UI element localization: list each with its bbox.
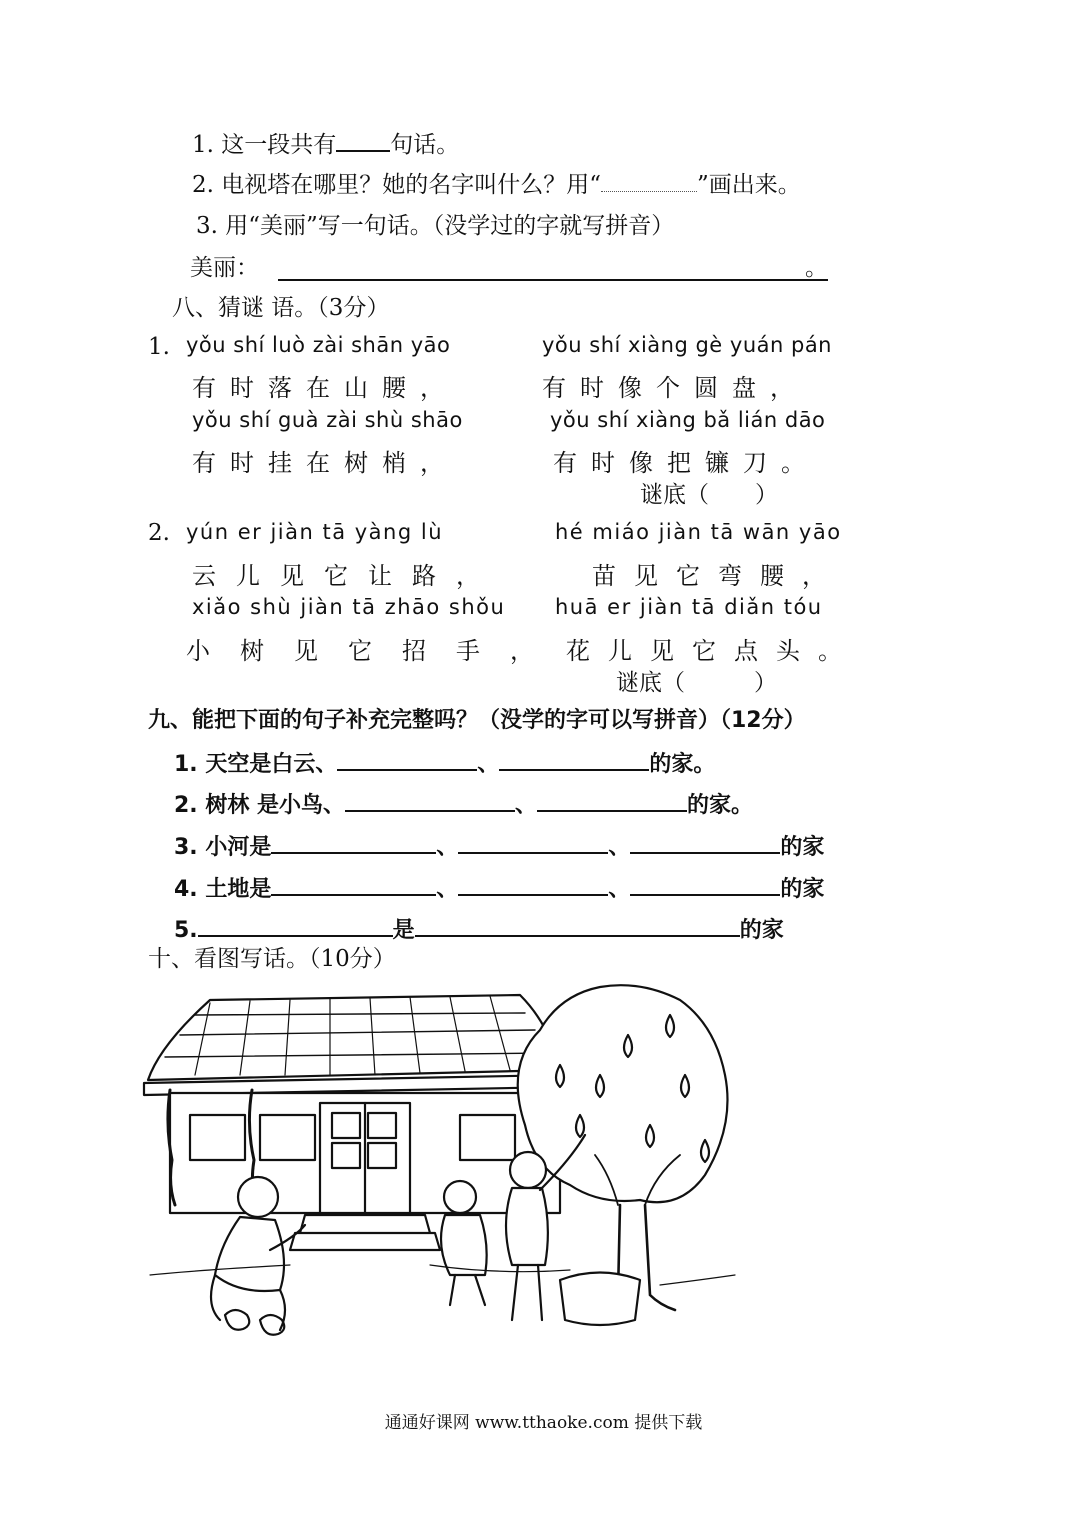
q9-l5-blank2[interactable] xyxy=(415,913,740,937)
q8-title: 八、猜谜 语。（3分） xyxy=(172,295,390,321)
q9-line4: 4. 土地是 、 、 的家 xyxy=(174,872,824,905)
page-footer: 通通好课网 www.tthaoke.com 提供下载 xyxy=(384,1413,703,1433)
q8-r2-hanzi3: 小树见它招手， xyxy=(186,637,564,665)
q8-r1-pinyin2: yǒu shí xiàng gè yuán pán xyxy=(542,333,832,357)
q8-r2-pinyin4: huā er jiàn tā diǎn tóu xyxy=(555,595,823,619)
q8-r2-pinyin2: hé miáo jiàn tā wān yāo xyxy=(555,520,842,544)
q9-l1-blank2[interactable] xyxy=(499,747,649,771)
q8-r2-num: 2. xyxy=(148,520,170,546)
q9-l4-blank3[interactable] xyxy=(630,872,780,896)
q9-l3-blank3[interactable] xyxy=(630,830,780,854)
q7-meili-line[interactable] xyxy=(278,279,828,281)
q9-line5: 5. 是 的家 xyxy=(174,913,784,946)
q7-meili-label: 美丽： xyxy=(190,255,259,281)
q8-r1-pinyin4: yǒu shí xiàng bǎ lián dāo xyxy=(550,408,826,432)
q8-r2-pinyin3: xiǎo shù jiàn tā zhāo shǒu xyxy=(192,595,506,619)
q8-r1-hanzi1: 有时落在山腰， xyxy=(192,374,458,402)
q9-l1-blank1[interactable] xyxy=(337,747,477,771)
house-scene-illustration xyxy=(140,975,740,1370)
q8-r1-pinyin3: yǒu shí guà zài shù shāo xyxy=(192,408,463,432)
q8-r2-pinyin1: yún er jiàn tā yàng lù xyxy=(186,520,444,544)
q9-l2-blank1[interactable] xyxy=(345,788,515,812)
q9-l5-blank1[interactable] xyxy=(198,913,393,937)
q7-item1: 1. 这一段共有 句话。 xyxy=(192,128,459,160)
q9-line2: 2. 树林 是小鸟、 、 的家。 xyxy=(174,788,753,821)
q10-title: 十、看图写话。（10分） xyxy=(148,946,396,972)
q7-item3: 3. 用“美丽”写一句话。（没学过的字就写拼音） xyxy=(196,213,675,239)
q7-item2-blank[interactable] xyxy=(601,173,697,192)
q7-meili-end: 。 xyxy=(805,255,828,281)
q8-r2-hanzi2: 苗见它弯腰， xyxy=(592,562,844,590)
q8-r1-hanzi3: 有时挂在树梢， xyxy=(192,449,458,477)
q8-r1-hanzi4: 有时像把镰刀。 xyxy=(553,449,819,477)
q8-r2-answer[interactable]: 谜底（ ） xyxy=(616,670,777,696)
q9-l3-blank2[interactable] xyxy=(458,830,608,854)
q9-line3: 3. 小河是 、 、 的家 xyxy=(174,830,824,863)
q9-title: 九、能把下面的句子补充完整吗？（没学的字可以写拼音）（12分） xyxy=(148,708,806,733)
q9-l3-blank1[interactable] xyxy=(271,830,436,854)
q8-r2-hanzi4: 花儿见它点头。 xyxy=(566,637,860,665)
q7-item2: 2. 电视塔在哪里？她的名字叫什么？用“ ”画出来。 xyxy=(192,172,801,198)
q9-l2-blank2[interactable] xyxy=(537,788,687,812)
q8-r2-hanzi1: 云儿见它让路， xyxy=(192,562,500,590)
q8-r1-pinyin1: yǒu shí luò zài shān yāo xyxy=(186,333,451,357)
q8-r1-answer[interactable]: 谜底（ ） xyxy=(640,482,778,508)
q8-r1-hanzi2: 有时像个圆盘， xyxy=(542,374,808,402)
q8-r1-num: 1. xyxy=(148,334,170,360)
q9-line1: 1. 天空是白云、 、 的家。 xyxy=(174,747,715,780)
q7-item1-blank[interactable] xyxy=(336,128,390,152)
q9-l4-blank2[interactable] xyxy=(458,872,608,896)
q9-l4-blank1[interactable] xyxy=(271,872,436,896)
